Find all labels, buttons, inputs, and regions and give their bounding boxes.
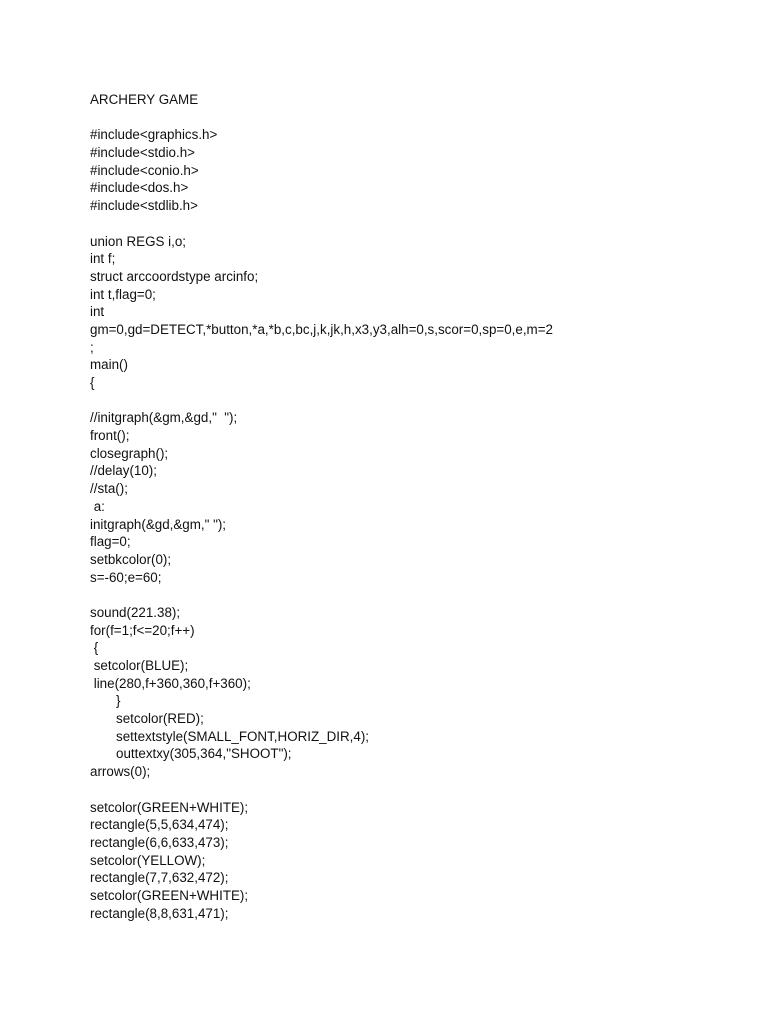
code-line: for(f=1;f<=20;f++) xyxy=(90,622,195,638)
code-line: setcolor(RED); xyxy=(90,711,204,727)
code-line: #include<stdlib.h> xyxy=(90,198,198,214)
document-title: ARCHERY GAME xyxy=(90,92,199,107)
blank-line xyxy=(90,109,730,127)
code-line: arrows(0); xyxy=(90,764,151,780)
code-line: setcolor(YELLOW); xyxy=(90,852,206,868)
code-line: { xyxy=(90,640,99,656)
code-line: main() xyxy=(90,357,128,373)
code-line: s=-60;e=60; xyxy=(90,569,162,585)
code-line: int t,flag=0; xyxy=(90,286,156,302)
code-line: #include<stdio.h> xyxy=(90,145,195,161)
code-line: line(280,f+360,360,f+360); xyxy=(90,675,251,691)
code-line: union REGS i,o; xyxy=(90,233,187,249)
code-line: //initgraph(&gm,&gd," "); xyxy=(90,410,238,426)
code-line: sound(221.38); xyxy=(90,604,181,620)
code-line: gm=0,gd=DETECT,*button,*a,*b,c,bc,j,k,jk,h,x3,y3,alh=0,s,scor=0,sp=0,e,m=2 xyxy=(90,321,553,337)
code-line: a: xyxy=(90,498,105,514)
code-line: struct arccoordstype arcinfo; xyxy=(90,268,259,284)
blank-line xyxy=(90,586,730,604)
code-line: rectangle(7,7,632,472); xyxy=(90,870,229,886)
code-line: rectangle(5,5,634,474); xyxy=(90,817,229,833)
code-line: setbkcolor(0); xyxy=(90,551,172,567)
code-line: setcolor(GREEN+WHITE); xyxy=(90,887,249,903)
code-line: int f; xyxy=(90,251,116,267)
code-line: rectangle(8,8,631,471); xyxy=(90,905,229,921)
code-line: settextstyle(SMALL_FONT,HORIZ_DIR,4); xyxy=(90,728,370,744)
code-line: initgraph(&gd,&gm," "); xyxy=(90,516,227,532)
blank-line xyxy=(90,781,730,799)
code-line: #include<conio.h> xyxy=(90,162,199,178)
code-line: int xyxy=(90,304,105,320)
blank-line xyxy=(90,215,730,233)
code-line: #include<dos.h> xyxy=(90,180,189,196)
code-line: rectangle(6,6,633,473); xyxy=(90,834,229,850)
code-line: setcolor(GREEN+WHITE); xyxy=(90,799,249,815)
code-line: front(); xyxy=(90,428,130,444)
code-line: setcolor(BLUE); xyxy=(90,658,189,673)
document-body xyxy=(90,91,730,922)
code-line: ; xyxy=(90,339,94,355)
code-line: { xyxy=(90,375,95,390)
code-line: closegraph(); xyxy=(90,445,169,461)
code-line: #include<graphics.h> xyxy=(90,127,218,143)
code-line: //sta(); xyxy=(90,481,128,497)
blank-line xyxy=(90,392,730,410)
code-line: flag=0; xyxy=(90,534,131,550)
code-line: } xyxy=(90,693,121,709)
code-line: //delay(10); xyxy=(90,463,157,479)
code-line: outtextxy(305,364,"SHOOT"); xyxy=(90,746,292,762)
